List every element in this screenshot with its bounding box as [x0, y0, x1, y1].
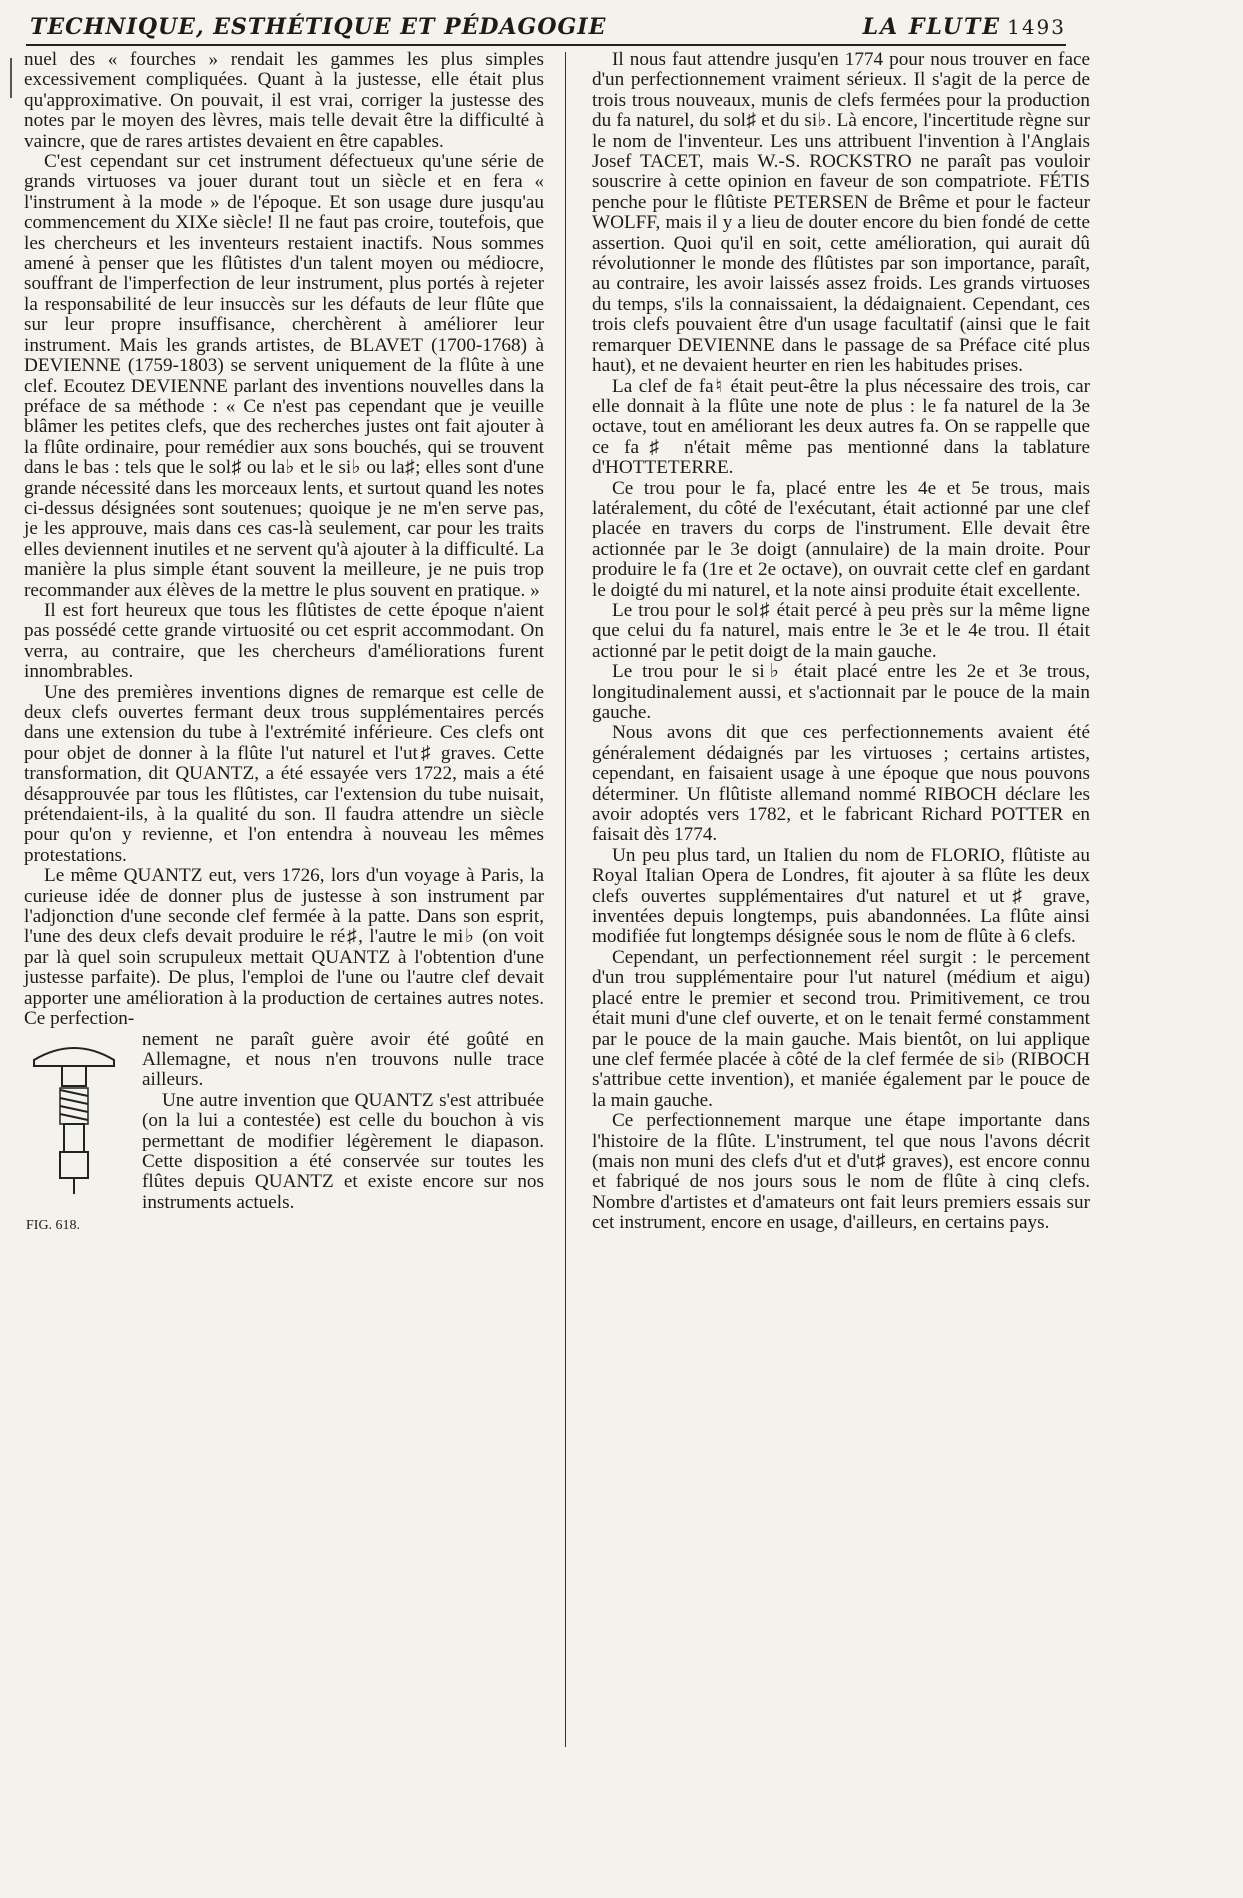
journal-title: LA FLUTE	[862, 14, 1002, 40]
left-column	[24, 50, 544, 1237]
page-number: 1493	[1007, 15, 1066, 39]
paragraph: nement ne paraît guère avoir été goûté en Allemagne, et nous n'en trouvons nulle trace ailleurs.	[142, 1028, 544, 1091]
running-header	[26, 10, 1066, 46]
paragraph: Il nous faut attendre jusqu'en 1774 pour nous trouver en face d'un perfectionnement vraiment sérieux. Il s'agit de la perce de trois trous nouveaux, munis de clefs fermées pour la production du fa naturel, du sol♯ et du si♭. Là encore, l'incertitude règne sur le nom de l'inventeur. Les uns attribuent l'invention à l'Anglais Josef TACET, mais W.-S. ROCKSTRO ne paraît pas vouloir souscrire à cette opinion en faveur de son compatriote. FÉTIS penche pour le flûtiste PETERSEN de Brême et pour le facteur WOLFF, mais il y a lieu de douter encore du bien fondé de cette assertion. Quoi qu'il en soit, cette amélioration, qui aurait dû révolutionner le monde des flûtistes par son importance, paraît, au contraire, les avoir laissés assez froids. Les grands virtuoses du temps, s'ils la connaissaient, la dédaignaient. Cependant, ces trois clefs pouvaient être d'un usage facultatif (ainsi que le fait remarquer DEVIENNE dans le passage de sa Préface cité plus haut), et ne devaient heurter en rien les habitudes prises.	[592, 49, 1090, 377]
paragraph: Une des premières inventions dignes de remarque est celle de deux clefs ouvertes fermant deux trous supplémentaires percés dans une extension du tube à l'extrémité inférieure. Ces clefs ont pour objet de donner à la flûte l'ut naturel et l'ut♯ graves. Cette transformation, dit QUANTZ, a été essayée vers 1722, mais a été désapprouvée par tous les flûtistes, car l'extension du tube nuisait, prétendaient-ils, à la qualité du son. Il faudra attendre un siècle pour qu'on y revienne, et l'on entendra à nouveau les mêmes protestations.	[24, 681, 544, 866]
paragraph: Nous avons dit que ces perfectionnements avaient été généralement dédaignés par les virtuoses ; certains artistes, cependant, en faisaient usage à une époque que nous pouvons déterminer. Un flûtiste allemand nommé RIBOCH déclare les avoir adoptés vers 1782, et le fabricant Richard POTTER en faisait dès 1774.	[592, 722, 1090, 846]
header-title: TECHNIQUE, ESTHÉTIQUE ET PÉDAGOGIE	[30, 14, 607, 40]
paragraph: Un peu plus tard, un Italien du nom de FLORIO, flûtiste au Royal Italian Opera de Londres, fit ajouter à sa flûte les deux clefs ouvertes supplémentaires d'ut naturel et ut♯ grave, inventées depuis longtemps, puis abandonnées. La flûte ainsi modifiée fut longtemps désignée sous le nom de flûte à 6 clefs.	[592, 844, 1090, 948]
paragraph: Il est fort heureux que tous les flûtistes de cette époque n'aient pas possédé cette grande virtuosité ou cet esprit accommodant. On verra, au contraire, que les chercheurs d'améliorations furent innombrables.	[24, 599, 544, 683]
right-column	[592, 50, 1090, 1234]
flute-stopper-screw-icon	[24, 1032, 124, 1212]
header-right	[863, 14, 1066, 40]
paragraph: Une autre invention que QUANTZ s'est attribuée (on la lui a contestée) est celle du bouchon à vis permettant de modifier légèrement le diapason. Cette disposition a été conservée sur toutes les flûtes depuis QUANTZ et existe encore sur nos instruments actuels.	[142, 1089, 544, 1213]
paragraph: nuel des « fourches » rendait les gammes les plus simples excessivement compliquées. Quant à la justesse, elle était plus qu'approximative. On pouvait, il est vrai, corriger la justesse des notes par le moyen des lèvres, mais telle devait être la difficulté à vaincre, que de rares artistes devaient en être capables.	[24, 49, 544, 152]
paragraph: La clef de fa♮ était peut-être la plus nécessaire des trois, car elle donnait à la flûte une note de plus : le fa naturel de la 3e octave, tout en améliorant les deux autres fa. On se rappelle que ce fa♯ n'était même pas mentionné dans la tablature d'HOTTETERRE.	[592, 375, 1090, 479]
paragraph: Le trou pour le si♭ était placé entre les 2e et 3e trous, longitudinalement aussi, et s'actionnait par le pouce de la main gauche.	[592, 661, 1090, 723]
figure-618	[24, 1032, 134, 1237]
column-divider	[565, 52, 566, 1747]
paragraph: Cependant, un perfectionnement réel surgit : le percement d'un trou supplémentaire pour l'ut naturel (médium et aigu) placé entre le premier et second trou. Primitivement, ce trou était muni d'une clef ouverte, et on le tenait fermé constamment par le pouce de la main gauche. Mais bientôt, on lui applique une clef fermée placée à côté de la clef fermée de si♭ (RIBOCH s'attribue cette invention), et maniée également par le pouce de la main gauche.	[592, 946, 1090, 1111]
paragraph: Le trou pour le sol♯ était percé à peu près sur la même ligne que celui du fa naturel, mais entre le 3e et le 4e trou. Il était actionné par le petit doigt de la main gauche.	[592, 599, 1090, 662]
margin-mark	[10, 58, 12, 98]
paragraph: C'est cependant sur cet instrument défectueux qu'une série de grands virtuoses va jouer durant tout un siècle et en fera « l'instrument à la mode » de l'époque. Et son usage dure jusqu'au commencement du XIXe siècle! Il ne faut pas croire, toutefois, que les chercheurs et les inventeurs restaient inactifs. Nous sommes amené à penser que les flûtistes d'un talent moyen ou médiocre, souffrant de l'imperfection de leur instrument, plus portés à rejeter la responsabilité de leur insuccès sur les défauts de leur flûte que sur leur propre insuffisance, cherchèrent à améliorer leur instrument. Mais les grands artistes, de BLAVET (1700-1768) à DEVIENNE (1759-1803) se servent uniquement de la flûte à une clef. Ecoutez DEVIENNE parlant des inventions nouvelles dans la préface de sa méthode : « Ce n'est pas cependant que je veuille blâmer les petites clefs, que des recherches justes ont fait ajouter à la flûte ordinaire, pour remédier aux sons bouchés, qui se trouvent dans le bas : tels que le sol♯ ou la♭ et le si♭ ou la♯; elles sont d'une grande nécessité dans les morceaux lents, et surtout quand les notes ci-dessus désignées sont soutenues; quoique je ne m'en serve pas, je les approuve, mais dans ces cas-là seulement, car pour les traits elles deviennent inutiles et ne servent qu'à ajouter à la difficulté. La manière la plus simple étant souvent la meilleure, je ne puis trop recommander aux élèves de la mettre le plus souvent en pratique. »	[24, 151, 544, 601]
paragraph: Le même QUANTZ eut, vers 1726, lors d'un voyage à Paris, la curieuse idée de donner plus de justesse à son instrument par l'adjonction d'une seconde clef fermée à la patte. Dans son esprit, l'une des deux clefs devait produire le ré♯, l'autre le mi♭ (on voit par là quel soin scrupuleux mettait QUANTZ à l'obtention d'une justesse parfaite). De plus, l'emploi de l'une ou l'autre clef devait apporter une amélioration à la production de certaines autres notes. Ce perfection-	[24, 865, 544, 1030]
paragraph: Ce perfectionnement marque une étape importante dans l'histoire de la flûte. L'instrument, tel que nous l'avons décrit (mais non muni des clefs d'ut et d'ut♯ graves), est encore connu et fabriqué de nos jours sous le nom de flûte à cinq clefs. Nombre d'artistes et d'amateurs ont fait leurs premiers essais sur cet instrument, encore en usage, d'ailleurs, en certains pays.	[592, 1110, 1090, 1234]
figure-caption: FIG. 618.	[26, 1218, 81, 1234]
paragraph: Ce trou pour le fa, placé entre les 4e et 5e trous, mais latéralement, du côté de l'exécutant, était actionné par une clef placée en travers du corps de l'instrument. Elle devait être actionnée par le 3e doigt (annulaire) de la main droite. Pour produire le fa (1re et 2e octave), on ouvrait cette clef en gardant le doigté du mi naturel, et la note ainsi produite était excellente.	[592, 477, 1090, 601]
figure-wrap	[24, 1028, 544, 1234]
